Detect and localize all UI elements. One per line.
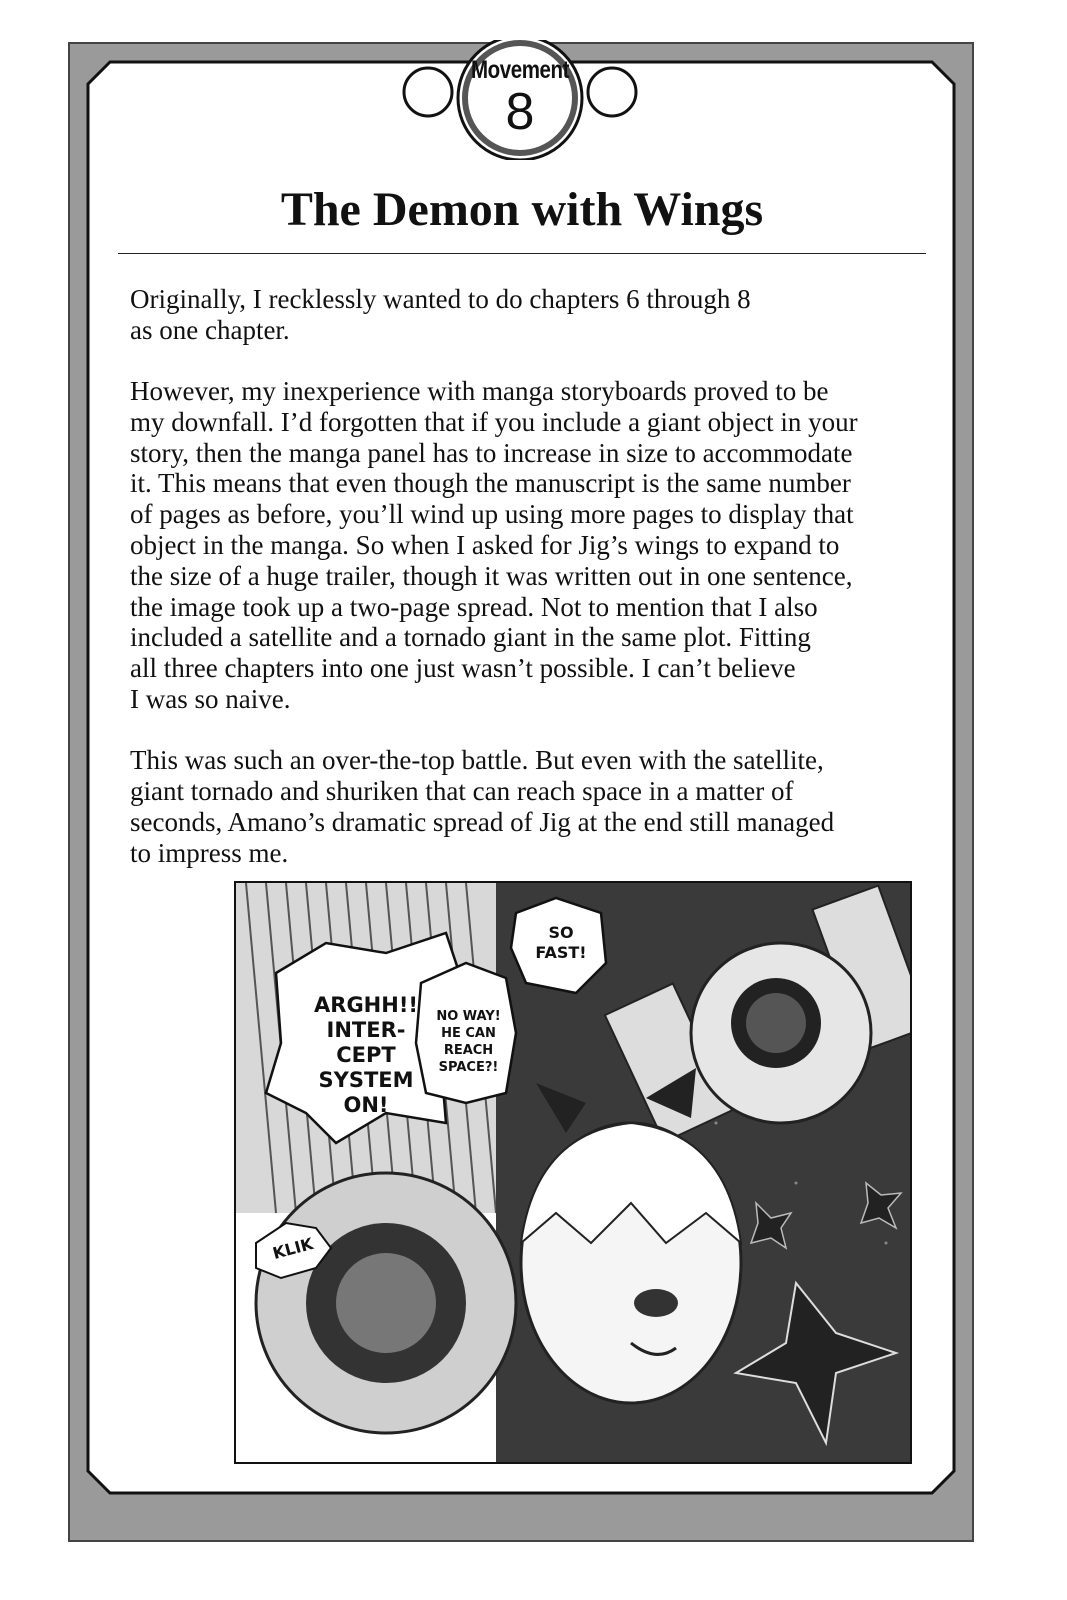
speech-bubble-so-fast: SO FAST!: [535, 923, 587, 962]
paragraph: However, my inexperience with manga storyboards proved to be my downfall. I’d forgotten that if you include a giant object in your story, then the manga panel has to increase in size to accommodate it. This means that even though the manuscript is the same number of pages as before, you’ll wind up using more pages to display that object in the manga. So when I asked for Jig’s wings to expand to the size of a huge trailer, though it was written out in one sentence, the image took up a two-page spread. Not to mention that I also included a satellite and a tornado giant in the same plot. Fitting all three chapters into one just wasn’t possible. I can’t believe I was so naive.: [130, 376, 858, 715]
commentary-text: [130, 284, 930, 899]
badge-number: 8: [505, 83, 535, 141]
sound-effect-klik: KLIK: [270, 1234, 316, 1263]
badge-label: Movement: [470, 56, 570, 84]
speech-bubble-intercept: ARGHH!! INTER- CEPT SYSTEM ON!: [314, 993, 418, 1117]
speech-bubble-no-way: NO WAY! HE CAN REACH SPACE?!: [436, 1009, 501, 1075]
manga-panel-illustration: [234, 881, 912, 1464]
paragraph: Originally, I recklessly wanted to do chapters 6 through 8 as one chapter.: [130, 284, 751, 345]
movement-badge: [400, 40, 640, 160]
paragraph: This was such an over-the-top battle. But even with the satellite, giant tornado and shuriken that can reach space in a matter of seconds, Amano’s dramatic spread of Jig at the end still managed to impress me.: [130, 745, 835, 868]
page-title: The Demon with Wings: [280, 183, 764, 236]
title-divider: [118, 253, 926, 254]
